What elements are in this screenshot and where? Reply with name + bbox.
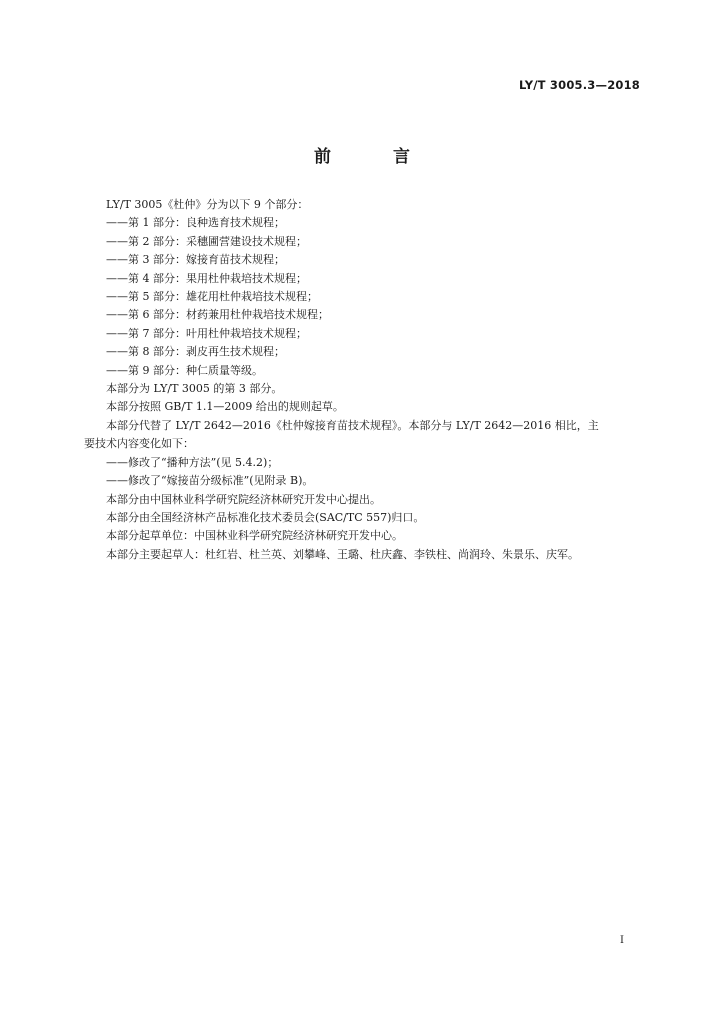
part-item-5: ——第 5 部分：雄花用杜仲栽培技术规程； — [106, 290, 318, 304]
part-item-1: ——第 1 部分：良种选育技术规程； — [106, 216, 285, 230]
intro-line: LY/T 3005《杜仲》分为以下 9 个部分： — [106, 198, 309, 211]
change-item-1: ——修改了“播种方法”(见 5.4.2)； — [106, 455, 279, 469]
page-title: 前 言 — [314, 147, 438, 167]
paragraph-proposer: 本部分由中国林业科学研究院经济林研究开发中心提出。 — [106, 492, 381, 506]
part-item-8: ——第 8 部分：剥皮再生技术规程； — [106, 345, 285, 359]
paragraph-drafting-rules: 本部分按照 GB/T 1.1—2009 给出的规则起草。 — [106, 400, 344, 414]
part-item-7: ——第 7 部分：叶用杜仲栽培技术规程； — [106, 326, 307, 340]
paragraph-replacement-continued: 要技术内容变化如下： — [84, 437, 194, 451]
part-item-6: ——第 6 部分：材药兼用杜仲栽培技术规程； — [106, 308, 329, 322]
part-item-3: ——第 3 部分：嫁接育苗技术规程； — [106, 253, 285, 267]
part-item-2: ——第 2 部分：采穗圃营建设技术规程； — [106, 234, 307, 248]
paragraph-part-number: 本部分为 LY/T 3005 的第 3 部分。 — [106, 382, 283, 396]
document-body — [84, 196, 640, 564]
standard-code: LY/T 3005.3—2018 — [519, 78, 640, 92]
part-item-9: ——第 9 部分：种仁质量等级。 — [106, 363, 263, 377]
change-item-2: ——修改了“嫁接苗分级标准”(见附录 B)。 — [106, 474, 314, 488]
page-number: I — [620, 935, 624, 946]
part-item-4: ——第 4 部分：果用杜仲栽培技术规程； — [106, 271, 307, 285]
paragraph-replacement: 本部分代替了 LY/T 2642—2016《杜仲嫁接育苗技术规程》。本部分与 LY/T 2642—2016 相比，主 — [106, 418, 599, 432]
paragraph-drafters: 本部分主要起草人：杜红岩、杜兰英、刘攀峰、王璐、杜庆鑫、李铁柱、尚润玲、朱景乐、庆军。 — [106, 547, 579, 561]
paragraph-committee: 本部分由全国经济林产品标准化技术委员会(SAC/TC 557)归口。 — [106, 510, 425, 524]
paragraph-drafting-unit: 本部分起草单位：中国林业科学研究院经济林研究开发中心。 — [106, 529, 403, 543]
